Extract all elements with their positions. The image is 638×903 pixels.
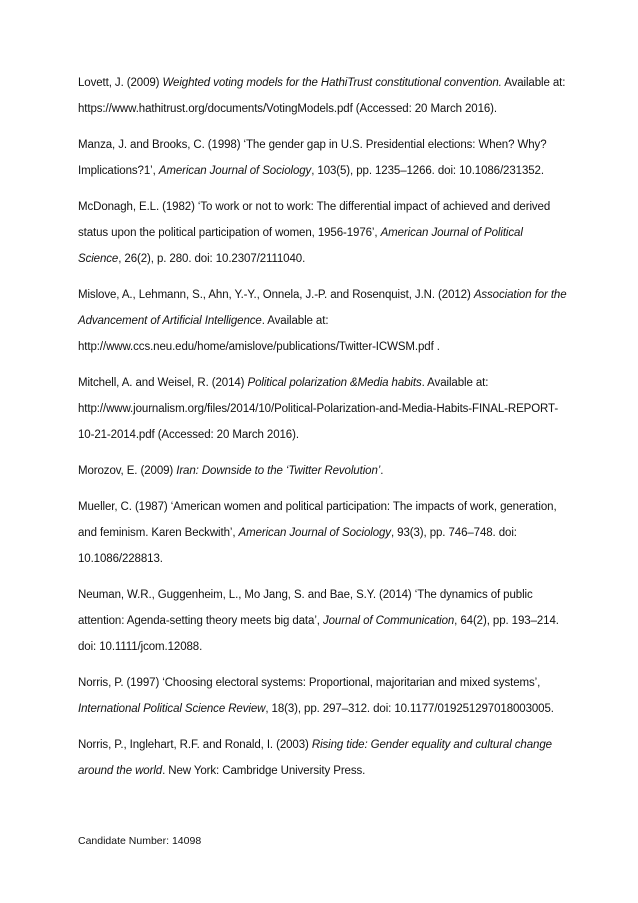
reference-title: American Journal of Sociology: [238, 527, 391, 539]
reference-text: Available at: https://www.hathitrust.org/documents/VotingModels.pdf (Accessed: 20 March 2016).: [78, 77, 566, 115]
reference-entry: [78, 670, 568, 722]
reference-title: International Political Science Review: [78, 703, 266, 715]
reference-title: Weighted voting models for the HathiTrust constitutional convention.: [162, 77, 502, 89]
reference-text: Norris, P. (1997) ‘Choosing electoral systems: Proportional, majoritarian and mixed systems’,: [78, 677, 541, 689]
reference-title: Association for the Advancement of Artificial Intelligence: [78, 289, 567, 327]
reference-text: Mislove, A., Lehmann, S., Ahn, Y.-Y., Onnela, J.-P. and Rosenquist, J.N. (2012): [78, 289, 474, 301]
reference-text: , 64(2), pp. 193–214. doi: 10.1111/jcom.12088.: [78, 615, 559, 653]
reference-title: American Journal of Sociology: [158, 165, 312, 177]
candidate-number-footer: Candidate Number: 14098: [78, 835, 202, 847]
reference-text: , 26(2), p. 280. doi: 10.2307/2111040.: [118, 253, 306, 265]
reference-text: , 93(3), pp. 746–748. doi: 10.1086/228813.: [78, 527, 517, 565]
reference-text: , 103(5), pp. 1235–1266. doi: 10.1086/231352.: [311, 165, 544, 177]
reference-entry: [78, 494, 568, 572]
reference-title: Journal of Communication: [322, 615, 455, 627]
reference-text: .: [380, 465, 384, 477]
reference-entry: [78, 132, 568, 184]
reference-list: [78, 70, 568, 784]
reference-title: Political polarization &Media habits: [247, 377, 422, 389]
reference-entry: [78, 582, 568, 660]
reference-text: McDonagh, E.L. (1982) ‘To work or not to work: The differential impact of achieved and derived status upon the political participation of women, 1956-1976’,: [78, 201, 551, 239]
reference-text: , 18(3), pp. 297–312. doi: 10.1177/019251297018003005.: [265, 703, 554, 715]
reference-entry: [78, 732, 568, 784]
reference-text: Lovett, J. (2009): [78, 77, 163, 89]
reference-text: . New York: Cambridge University Press.: [162, 765, 366, 777]
reference-entry: [78, 194, 568, 272]
reference-title: Rising tide: Gender equality and cultural change around the world: [78, 739, 552, 777]
reference-entry: [78, 370, 568, 448]
reference-title: Iran: Downside to the ‘Twitter Revolution’: [176, 465, 381, 477]
reference-title: American Journal of Political Science: [78, 227, 523, 265]
reference-entry: [78, 282, 568, 360]
reference-text: . Available at: http://www.journalism.org/files/2014/10/Political-Polarization-and-Media-Habits-FINAL-REPORT-10-21-2014.pdf (Accessed: 20 March 2016).: [78, 377, 559, 441]
reference-entry: [78, 458, 568, 484]
reference-text: Mueller, C. (1987) ‘American women and political participation: The impacts of work, generation, and feminism. Karen Beckwith’,: [78, 501, 557, 539]
reference-text: . Available at: http://www.ccs.neu.edu/home/amislove/publications/Twitter-ICWSM.pdf .: [78, 315, 440, 353]
reference-text: Manza, J. and Brooks, C. (1998) ‘The gender gap in U.S. Presidential elections: When? Why? Implications?1’,: [78, 139, 547, 177]
reference-text: Morozov, E. (2009): [78, 465, 177, 477]
reference-entry: [78, 70, 568, 122]
reference-text: Neuman, W.R., Guggenheim, L., Mo Jang, S. and Bae, S.Y. (2014) ‘The dynamics of public attention: Agenda-setting theory meets big data’,: [78, 589, 533, 627]
reference-text: Norris, P., Inglehart, R.F. and Ronald, I. (2003): [78, 739, 312, 751]
reference-text: Mitchell, A. and Weisel, R. (2014): [78, 377, 248, 389]
